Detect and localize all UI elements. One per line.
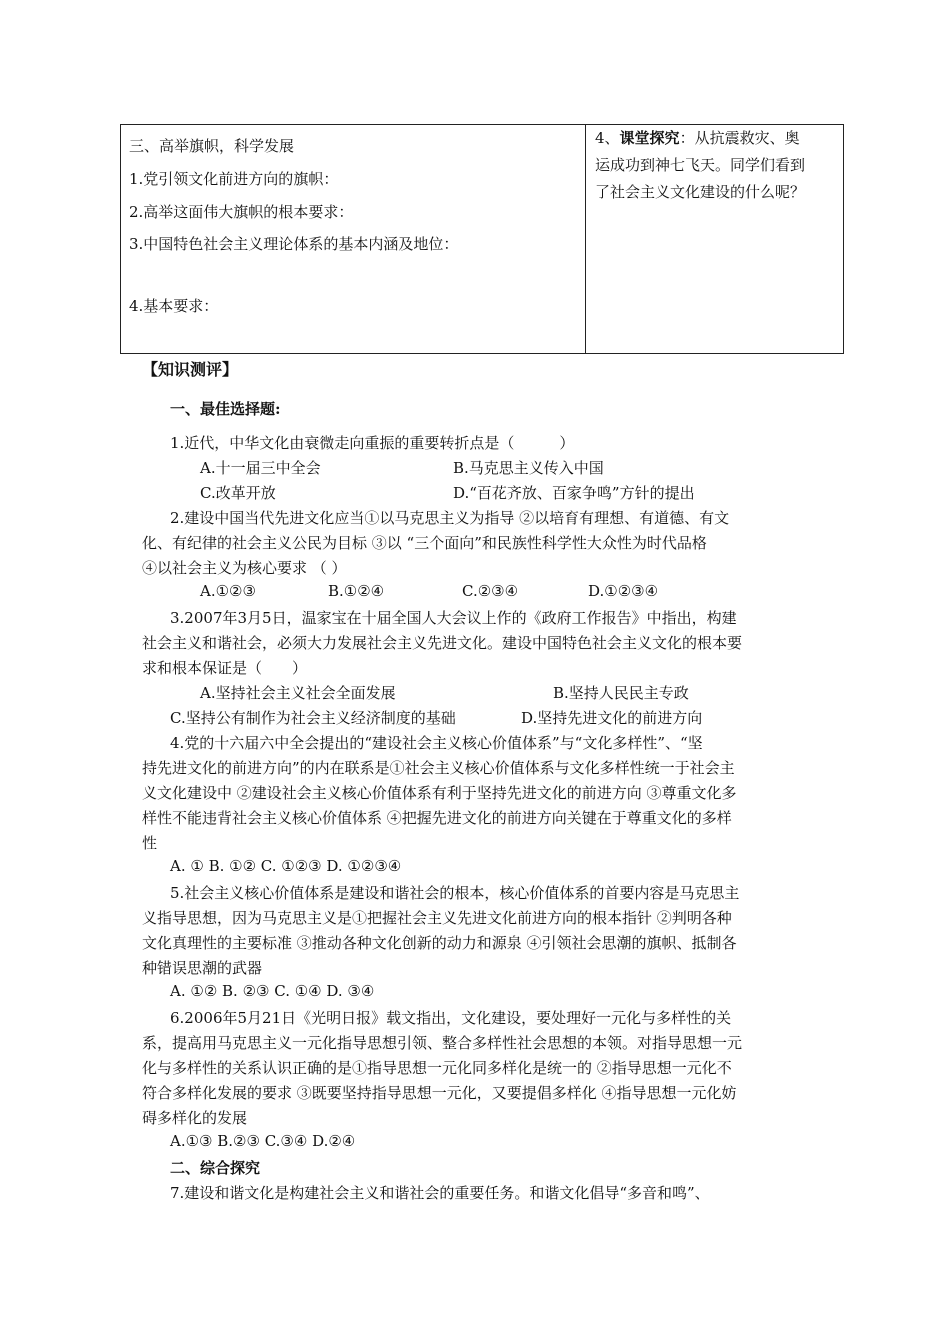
q3-option-c: C.坚持公有制作为社会主义经济制度的基础 [170, 709, 456, 727]
section-title: 【知识测评】 [142, 360, 239, 379]
table-right-line: ：从抗震救灾、奥 [679, 129, 800, 147]
question-5-cont: 种错误思潮的武器 [142, 959, 263, 977]
table-left-item: 4.基本要求： [129, 297, 219, 315]
q1-option-a: A.十一届三中全会 [200, 459, 321, 477]
table-right-prefix: 4、 [595, 129, 620, 147]
q2-option-c: C.②③④ [462, 582, 519, 600]
q2-option-a: A.①②③ [200, 582, 256, 600]
question-5-cont: 文化真理性的主要标准 ③推动各种文化创新的动力和源泉 ④引领社会思潮的旗帜、抵制各 [142, 934, 737, 952]
q3-option-d: D.坚持先进文化的前进方向 [521, 709, 703, 727]
question-2: 2.建设中国当代先进文化应当①以马克思主义为指导 ②以培育有理想、有道德、有文 [170, 509, 730, 527]
table-right-line: 运成功到神七飞天。同学们看到 [595, 156, 806, 174]
table-left-heading: 三、高举旗帜，科学发展 [129, 137, 295, 155]
q1-option-b: B.马克思主义传入中国 [453, 459, 604, 477]
q2-option-b: B.①②④ [328, 582, 385, 600]
question-6: 6.2006年5月21日《光明日报》载文指出，文化建设，要处理好一元化与多样性的关 [170, 1009, 732, 1027]
question-4-cont: 持先进文化的前进方向”的内在联系是①社会主义核心价值体系与文化多样性统一于社会主 [142, 759, 735, 777]
question-6-cont: 碍多样化的发展 [142, 1109, 248, 1127]
table-right-cell [595, 125, 839, 206]
q2-option-d: D.①②③④ [588, 582, 659, 600]
table-right-bold: 课堂探究 [619, 129, 680, 147]
question-6-cont: 化与多样性的关系认识正确的是①指导思想一元化同多样化是统一的 ②指导思想一元化不 [142, 1059, 732, 1077]
question-6-cont: 符合多样化发展的要求 ③既要坚持指导思想一元化，又要提倡多样化 ④指导思想一元化妨 [142, 1084, 737, 1102]
q1-option-d: D.“百花齐放、百家争鸣”方针的提出 [453, 484, 695, 502]
question-3-cont: 求和根本保证是（ ） [142, 659, 308, 677]
question-3: 3.2007年3月5日，温家宝在十届全国人大会议上作的《政府工作报告》中指出，构建 [170, 609, 737, 627]
question-2-cont: ④以社会主义为核心要求 （ ） [142, 559, 347, 577]
q3-option-a: A.坚持社会主义社会全面发展 [200, 684, 396, 702]
question-4-cont: 义文化建设中 ②建设社会主义核心价值体系有利于坚持先进文化的前进方向 ③尊重文化多 [142, 784, 737, 802]
table-left-item: 1.党引领文化前进方向的旗帜： [129, 170, 339, 188]
q3-option-b: B.坚持人民民主专政 [553, 684, 689, 702]
question-7: 7.建设和谐文化是构建社会主义和谐社会的重要任务。和谐文化倡导“多音和鸣”、 [170, 1184, 710, 1202]
q1-option-c: C.改革开放 [200, 484, 276, 502]
table-left-item: 3.中国特色社会主义理论体系的基本内涵及地位： [129, 235, 459, 253]
question-4-cont: 性 [142, 834, 158, 852]
question-4-cont: 样性不能违背社会主义核心价值体系 ④把握先进文化的前进方向关键在于尊重文化的多样 [142, 809, 732, 827]
q5-options: A. ①② B. ②③ C. ①④ D. ③④ [170, 982, 375, 1000]
table-right-line: 了社会主义文化建设的什么呢？ [595, 183, 806, 201]
question-6-cont: 系，提高用马克思主义一元化指导思想引领、整合多样性社会思想的本领。对指导思想一元 [142, 1034, 743, 1052]
question-5: 5.社会主义核心价值体系是建设和谐社会的根本，核心价值体系的首要内容是马克思主 [170, 884, 740, 902]
q6-options: A.①③ B.②③ C.③④ D.②④ [170, 1132, 356, 1150]
part1-title: 一、最佳选择题: [170, 400, 281, 418]
question-4: 4.党的十六届六中全会提出的“建设社会主义核心价值体系”与“文化多样性”、“坚 [170, 734, 703, 752]
question-5-cont: 义指导思想，因为马克思主义是①把握社会主义先进文化前进方向的根本指针 ②判明各种 [142, 909, 732, 927]
question-1: 1.近代，中华文化由衰微走向重振的重要转折点是（ ） [170, 434, 575, 452]
question-3-cont: 社会主义和谐社会，必须大力发展社会主义先进文化。建设中国特色社会主义文化的根本要 [142, 634, 743, 652]
worksheet-table [120, 124, 844, 354]
table-left-item: 2.高举这面伟大旗帜的根本要求： [129, 203, 354, 221]
part2-title: 二、综合探究 [170, 1159, 261, 1177]
q4-options: A. ① B. ①② C. ①②③ D. ①②③④ [170, 857, 402, 875]
question-2-cont: 化、有纪律的社会主义公民为目标 ③以 “三个面向”和民族性科学性大众性为时代品格 [142, 534, 707, 552]
table-divider [585, 125, 586, 353]
